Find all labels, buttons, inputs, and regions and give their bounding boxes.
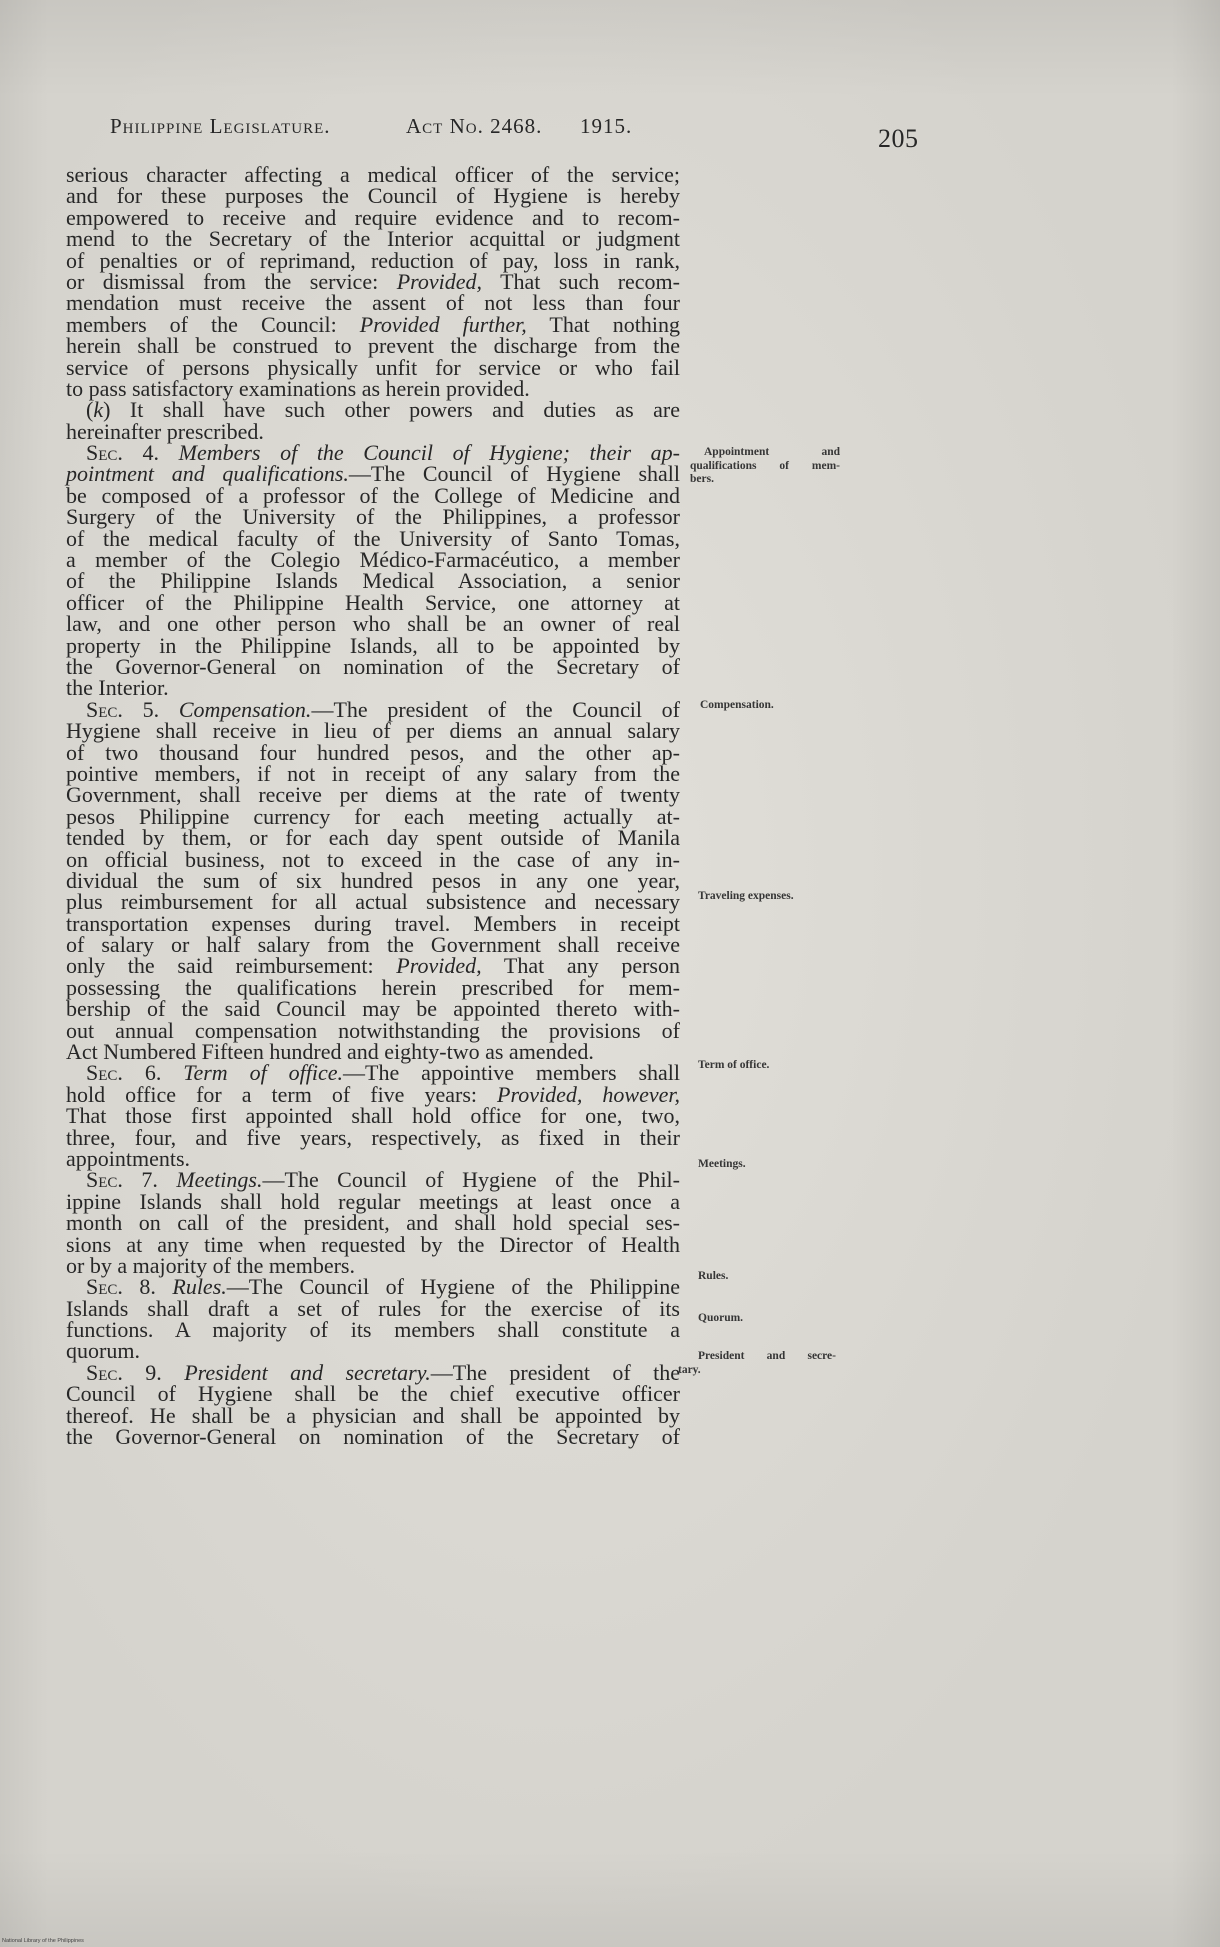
- margin-note-line: Compensation.: [700, 699, 774, 711]
- italic-run: Provided,: [396, 953, 482, 979]
- paragraph: [66, 696, 680, 1065]
- text-line: officer of the Philippine Health Service, one attorney at: [66, 589, 680, 615]
- text-line: only the said reimbursement: Provided, That any person: [66, 953, 680, 979]
- text-line: or by a majority of the members.: [66, 1252, 355, 1278]
- text-line: of the medical faculty of the University of Santo Tomas,: [66, 525, 680, 551]
- text-line: Sec. 7. Meetings.—The Council of Hygiene of the Phil-: [86, 1167, 680, 1193]
- text-line: tended by them, or for each day spent outside of Manila: [66, 825, 680, 851]
- margin-note-line: bers.: [690, 473, 714, 485]
- margin-note-line: Appointment and: [704, 446, 840, 458]
- text-line: thereof. He shall be a physician and shall be appointed by: [66, 1402, 680, 1428]
- text-line: plus reimbursement for all actual subsistence and necessary: [66, 889, 680, 915]
- margin-note-line: Term of office.: [698, 1059, 770, 1071]
- text-line: functions. A majority of its members shall constitute a: [66, 1317, 680, 1343]
- italic-run: Compensation.: [178, 696, 312, 722]
- italic-run: Provided further,: [359, 311, 527, 337]
- margin-note-compensation: [700, 699, 774, 713]
- text-line: sions at any time when requested by the Director of Health: [66, 1231, 680, 1257]
- paragraph: [66, 399, 680, 442]
- text-line: to pass satisfactory examinations as herein provided.: [66, 375, 530, 401]
- text-line: (k) It shall have such other powers and duties as are: [86, 397, 680, 423]
- margin-note-quorum: [698, 1312, 743, 1326]
- body-text: [66, 162, 681, 1450]
- text-line: hereinafter prescribed.: [66, 418, 264, 444]
- margin-note-line: Quorum.: [698, 1312, 744, 1324]
- text-line: out annual compensation notwithstanding the provisions of: [66, 1017, 680, 1043]
- text-line: transportation expenses during travel. Members in receipt: [66, 910, 680, 936]
- text-line: and for these purposes the Council of Hygiene is hereby: [66, 183, 680, 209]
- text-line: Hygiene shall receive in lieu of per diems an annual salary: [66, 718, 680, 744]
- text-line: pointment and qualifications.—The Council of Hygiene shall: [66, 461, 680, 487]
- paragraph: [66, 442, 680, 699]
- italic-run: President and secretary.: [184, 1359, 431, 1385]
- italic-run: Rules.: [172, 1274, 227, 1300]
- paragraph: [66, 1359, 681, 1450]
- margin-note-rules: [698, 1270, 728, 1284]
- text-line: Sec. 8. Rules.—The Council of Hygiene of the Philippine: [86, 1274, 681, 1300]
- margin-note-line: Traveling expenses.: [698, 890, 794, 902]
- section-number: Sec. 4.: [86, 440, 160, 466]
- text-line: Act Numbered Fifteen hundred and eighty-two as amended.: [66, 1039, 594, 1065]
- margin-note-line: tary.: [678, 1363, 701, 1376]
- italic-run: k: [93, 397, 104, 423]
- margin-note-line: Meetings.: [698, 1158, 746, 1170]
- text-line: pointive members, if not in receipt of any salary from the: [66, 760, 680, 786]
- paragraph: [66, 1169, 680, 1276]
- text-line: of the Philippine Islands Medical Association, a senior: [66, 568, 680, 594]
- text-line: of penalties or of reprimand, reduction of pay, loss in rank,: [66, 247, 680, 273]
- paragraph: [66, 1276, 680, 1362]
- text-line: the Governor-General on nomination of the Secretary of: [66, 653, 680, 679]
- text-line: empowered to receive and require evidence and to recom-: [66, 204, 680, 230]
- text-line: Islands shall draft a set of rules for the exercise of its: [66, 1295, 680, 1321]
- margin-note-traveling-expenses: [698, 890, 794, 904]
- year: 1915.: [580, 114, 633, 138]
- text-line: mend to the Secretary of the Interior acquittal or judgment: [66, 226, 680, 252]
- text-line: ippine Islands shall hold regular meetings at least once a: [66, 1188, 680, 1214]
- text-line: members of the Council: Provided further, That nothing: [66, 311, 680, 337]
- text-line: of two thousand four hundred pesos, and the other ap-: [66, 739, 680, 765]
- section-number: Sec. 5.: [86, 696, 160, 722]
- text-line: three, four, and five years, respectively, as fixed in their: [66, 1124, 680, 1150]
- text-line: appointments.: [66, 1145, 191, 1171]
- italic-run: Provided, however,: [497, 1081, 680, 1107]
- paragraph: [66, 164, 680, 399]
- text-line: law, and one other person who shall be an owner of real: [66, 611, 680, 637]
- text-line: of salary or half salary from the Government shall receive: [66, 932, 680, 958]
- text-line: mendation must receive the assent of not less than four: [66, 290, 680, 316]
- italic-run: Meetings.: [176, 1167, 263, 1193]
- section-number: Sec. 9.: [86, 1359, 162, 1385]
- text-line: be composed of a professor of the College of Medicine and: [66, 482, 680, 508]
- running-title: Philippine Legislature.: [110, 114, 331, 138]
- text-line: quorum.: [66, 1338, 140, 1364]
- italic-run: Term of office.: [183, 1060, 343, 1086]
- italic-run: Members of the Council of Hygiene; their ap-: [178, 440, 680, 466]
- text-line: That those first appointed shall hold office for one, two,: [66, 1103, 680, 1129]
- text-line: the Governor-General on nomination of the Secretary of: [66, 1424, 680, 1450]
- text-line: Sec. 5. Compensation.—The president of the Council of: [86, 696, 680, 722]
- text-line: [66, 440, 680, 466]
- text-line: Surgery of the University of the Philippines, a professor: [66, 504, 680, 530]
- text-line: dividual the sum of six hundred pesos in any one year,: [66, 867, 680, 893]
- italic-run: pointment and qualifications.: [66, 461, 349, 487]
- text-line: Government, shall receive per diems at the rate of twenty: [66, 782, 680, 808]
- text-line: on official business, not to exceed in the case of any in-: [66, 846, 680, 872]
- text-line: herein shall be construed to prevent the discharge from the: [66, 333, 680, 359]
- text-line: the Interior.: [66, 675, 169, 701]
- margin-note-president-secretary: [678, 1350, 836, 1377]
- text-line: pesos Philippine currency for each meeting actually at-: [66, 803, 680, 829]
- margin-note-term-of-office: [698, 1059, 769, 1073]
- library-stamp: National Library of the Philippines: [2, 1938, 84, 1944]
- margin-note-line: Rules.: [698, 1270, 729, 1282]
- text-line: hold office for a term of five years: Provided, however,: [66, 1081, 680, 1107]
- italic-run: Provided,: [396, 268, 483, 294]
- margin-note-line: qualifications of mem-: [690, 459, 840, 472]
- text-line: Sec. 9. President and secretary.—The president of the: [86, 1359, 681, 1385]
- text-line: bership of the said Council may be appointed thereto with-: [66, 996, 680, 1022]
- text-line: serious character affecting a medical officer of the service;: [66, 162, 680, 187]
- text-line: or dismissal from the service: Provided, That such recom-: [66, 268, 680, 294]
- section-number: Sec. 8.: [86, 1274, 156, 1300]
- margin-note-appointment: [690, 446, 840, 487]
- section-number: Sec. 7.: [86, 1167, 158, 1193]
- text-line: month on call of the president, and shall hold special ses-: [66, 1210, 680, 1236]
- text-line: possessing the qualifications herein prescribed for mem-: [66, 974, 680, 1000]
- text-line: property in the Philippine Islands, all to be appointed by: [66, 632, 680, 658]
- paragraph: [66, 1062, 680, 1169]
- section-number: Sec. 6.: [86, 1060, 162, 1086]
- page-number: 205: [878, 124, 919, 153]
- text-line: a member of the Colegio Médico-Farmacéutico, a member: [66, 547, 680, 573]
- text-line: service of persons physically unfit for service or who fail: [66, 354, 680, 380]
- margin-note-meetings: [698, 1158, 746, 1172]
- text-line: Sec. 6. Term of office.—The appointive members shall: [86, 1060, 681, 1086]
- act-number: Act No. 2468.: [406, 114, 543, 138]
- margin-note-line: President and secre-: [698, 1350, 836, 1362]
- text-line: Council of Hygiene shall be the chief executive officer: [66, 1381, 680, 1407]
